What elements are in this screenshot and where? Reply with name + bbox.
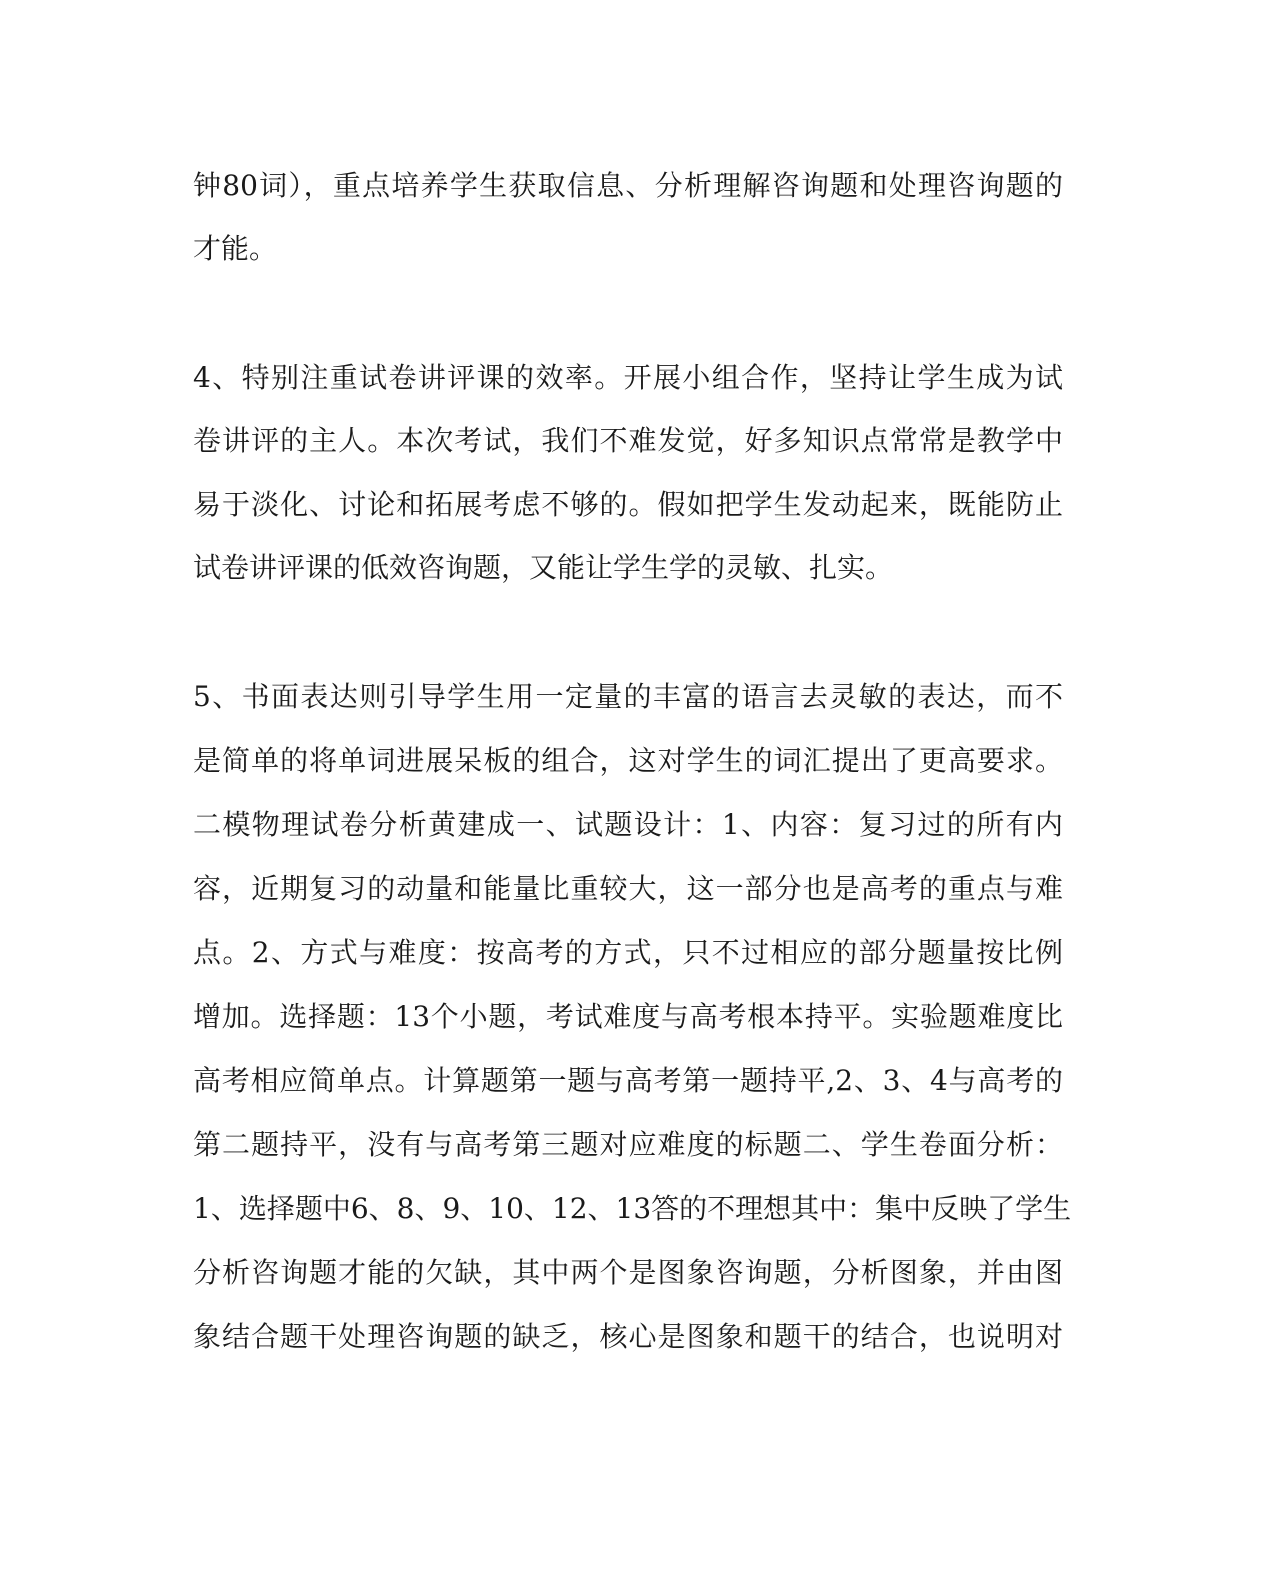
text-line: 分析咨询题才能的欠缺，其中两个是图象咨询题，分析图象，并由图	[193, 1256, 1063, 1289]
text-line: 试卷讲评课的低效咨询题，又能让学生学的灵敏、扎实。	[193, 551, 894, 584]
text-line: 易于淡化、讨论和拓展考虑不够的。假如把学生发动起来，既能防止	[193, 488, 1063, 521]
text-line: 增加。选择题：13个小题，考试难度与高考根本持平。实验题难度比	[193, 1000, 1063, 1033]
text-line: 容，近期复习的动量和能量比重较大，这一部分也是高考的重点与难	[193, 872, 1063, 905]
text-line: 钟80词），重点培养学生获取信息、分析理解咨询题和处理咨询题的	[193, 169, 1063, 202]
text-line: 才能。	[193, 232, 278, 265]
text-line: 象结合题干处理咨询题的缺乏，核心是图象和题干的结合，也说明对	[193, 1320, 1063, 1353]
text-line: 是简单的将单词进展呆板的组合，这对学生的词汇提出了更高要求。	[193, 744, 1063, 777]
text-line: 二模物理试卷分析黄建成一、试题设计：1、内容：复习过的所有内	[193, 808, 1063, 841]
text-line: 第二题持平，没有与高考第三题对应难度的标题二、学生卷面分析：	[193, 1128, 1063, 1161]
text-line: 高考相应简单点。计算题第一题与高考第一题持平,2、3、4与高考的	[193, 1064, 1063, 1097]
text-line: 点。2、方式与难度：按高考的方式，只不过相应的部分题量按比例	[193, 936, 1063, 969]
text-line: 5、书面表达则引导学生用一定量的丰富的语言去灵敏的表达，而不	[193, 680, 1063, 713]
text-line: 1、选择题中6、8、9、10、12、13答的不理想其中：集中反映了学生	[193, 1192, 1072, 1225]
text-line: 4、特别注重试卷讲评课的效率。开展小组合作，坚持让学生成为试	[193, 361, 1063, 394]
text-line: 卷讲评的主人。本次考试，我们不难发觉，好多知识点常常是教学中	[193, 424, 1063, 457]
